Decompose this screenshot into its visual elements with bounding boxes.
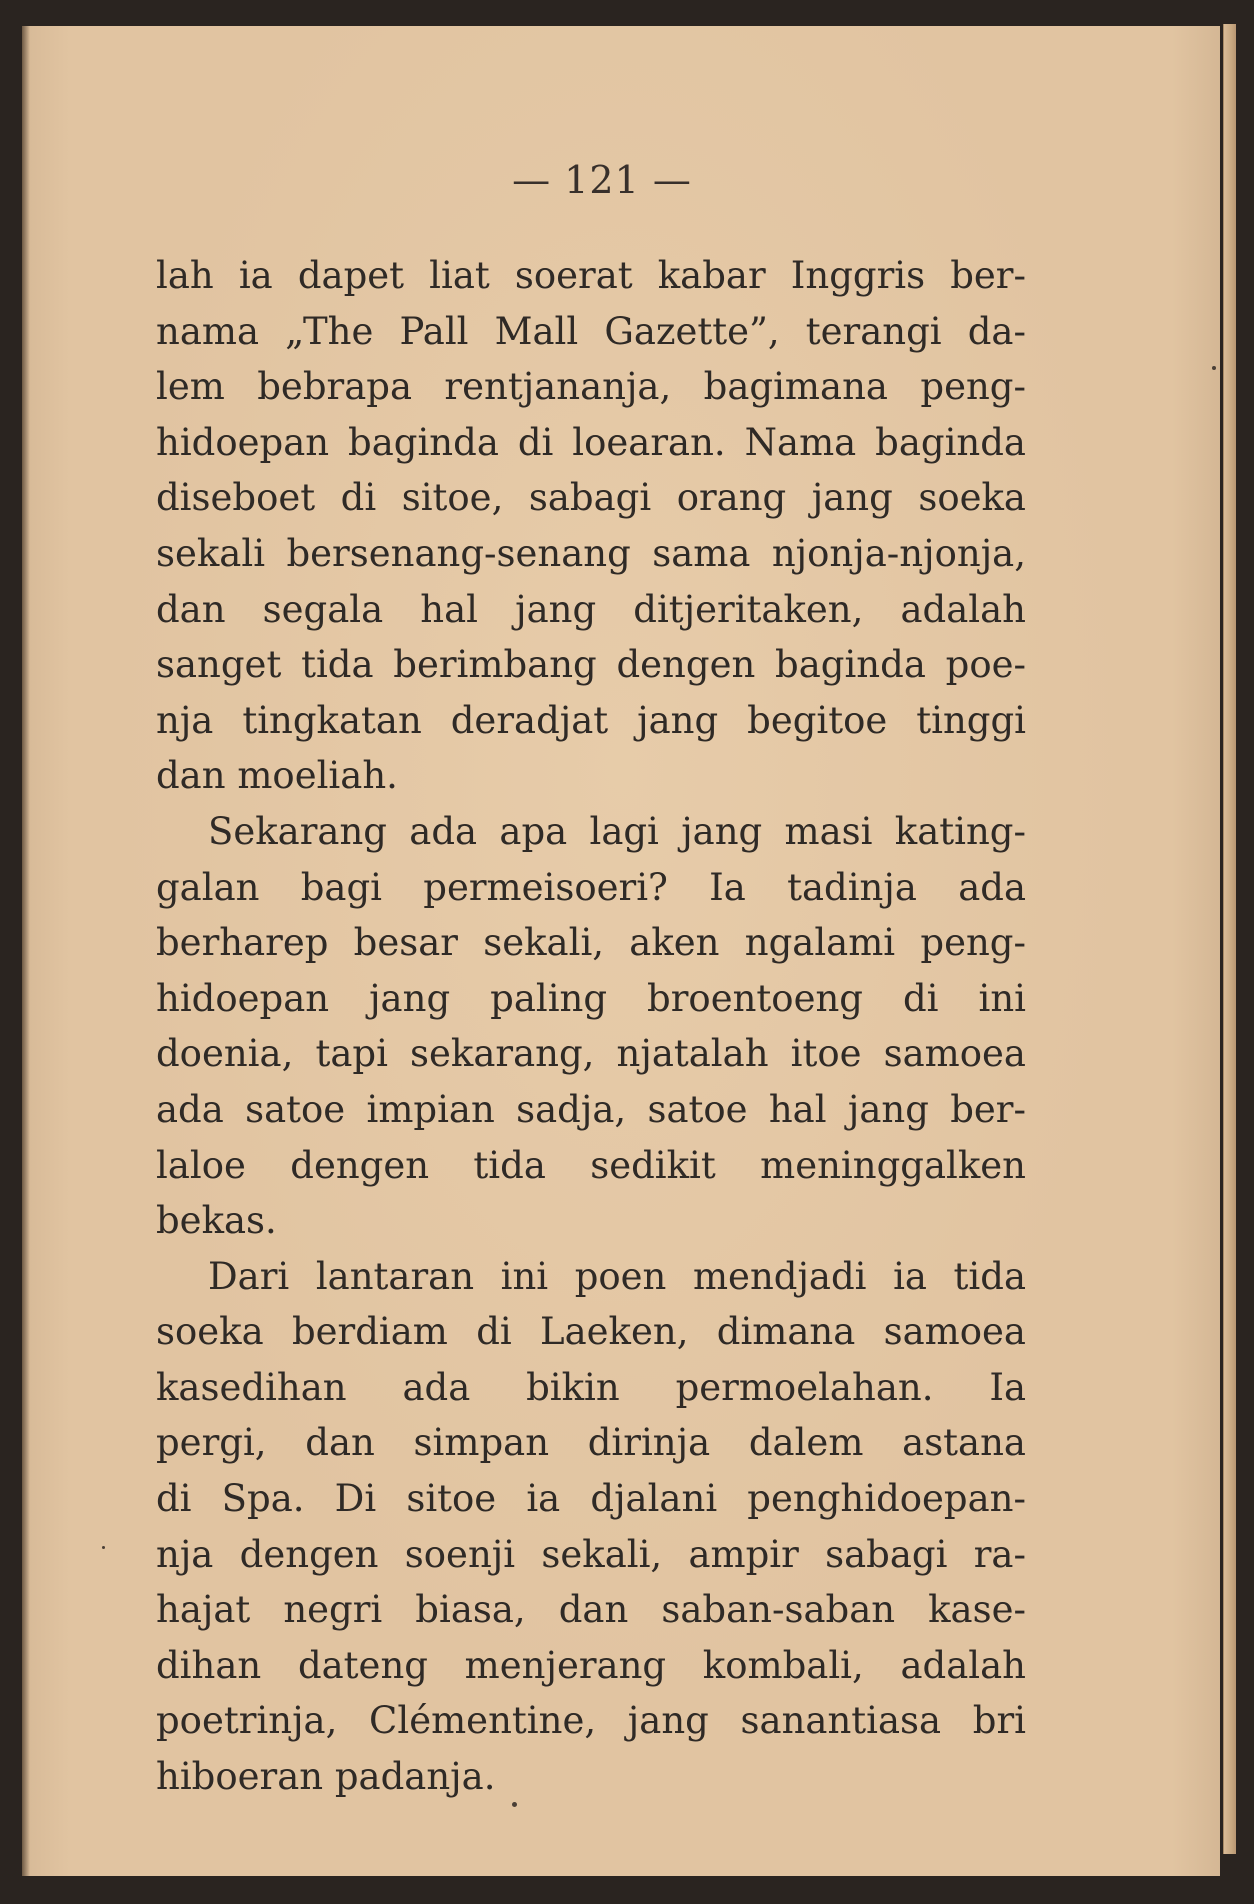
paragraph-2	[156, 804, 1026, 1249]
text-line: galan bagi permeisoeri? Ia tadinja ada	[156, 865, 1026, 909]
text-line: nja dengen soenji sekali, ampir sabagi ra-	[156, 1532, 1026, 1576]
text-line: doenia, tapi sekarang, njatalah itoe samoea	[156, 1032, 1026, 1076]
binding-shadow	[22, 26, 30, 1876]
text-line: soeka berdiam di Laeken, dimana samoea	[156, 1310, 1026, 1354]
text-line: poetrinja, Clémentine, jang sanantiasa bri	[156, 1699, 1026, 1743]
text-line: di Spa. Di sitoe ia djalani penghidoepan-	[156, 1477, 1026, 1521]
text-line: kasedihan ada bikin permoelahan. Ia	[156, 1365, 1026, 1409]
ink-speck	[512, 1802, 517, 1807]
text-line: nama „The Pall Mall Gazette”, terangi da-	[156, 309, 1026, 353]
paragraph-1	[156, 248, 1026, 804]
text-line: hidoepan jang paling broentoeng di ini	[156, 976, 1026, 1020]
text-line: dihan dateng menjerang kombali, adalah	[156, 1643, 1026, 1687]
text-line: nja tingkatan deradjat jang begitoe tinggi	[156, 698, 1026, 742]
text-line: hidoepan baginda di loearan. Nama baginda	[156, 420, 1026, 464]
text-line: berharep besar sekali, aken ngalami peng-	[156, 921, 1026, 965]
text-line: Sekarang ada apa lagi jang masi kating-	[208, 809, 1026, 853]
text-line: laloe dengen tida sedikit meninggalken	[156, 1143, 1026, 1187]
page-stack-edge	[1223, 24, 1236, 1854]
text-line: lem bebrapa rentjananja, bagimana peng-	[156, 365, 1026, 409]
page-number: — 121 —	[512, 158, 692, 202]
text-line: lah ia dapet liat soerat kabar Inggris ber-	[156, 254, 1026, 297]
text-line: sekali bersenang-senang sama njonja-njonja,	[156, 531, 1026, 575]
book-page	[22, 26, 1220, 1876]
text-line: bekas.	[156, 1199, 277, 1243]
ink-speck	[102, 1546, 105, 1549]
ink-speck	[1212, 366, 1216, 370]
text-line: ada satoe impian sadja, satoe hal jang ber-	[156, 1087, 1026, 1131]
text-line: diseboet di sitoe, sabagi orang jang soeka	[156, 476, 1026, 520]
text-line: sanget tida berimbang dengen baginda poe-	[156, 643, 1026, 687]
text-line: dan moeliah.	[156, 754, 398, 798]
text-line: hajat negri biasa, dan saban-saban kase-	[156, 1588, 1026, 1632]
paragraph-3	[156, 1249, 1026, 1805]
text-line: Dari lantaran ini poen mendjadi ia tida	[208, 1254, 1026, 1298]
text-line: pergi, dan simpan dirinja dalem astana	[156, 1421, 1026, 1465]
text-line: dan segala hal jang ditjeritaken, adalah	[156, 587, 1026, 631]
text-line: hiboeran padanja.	[156, 1755, 496, 1799]
body-text	[156, 248, 1026, 1805]
